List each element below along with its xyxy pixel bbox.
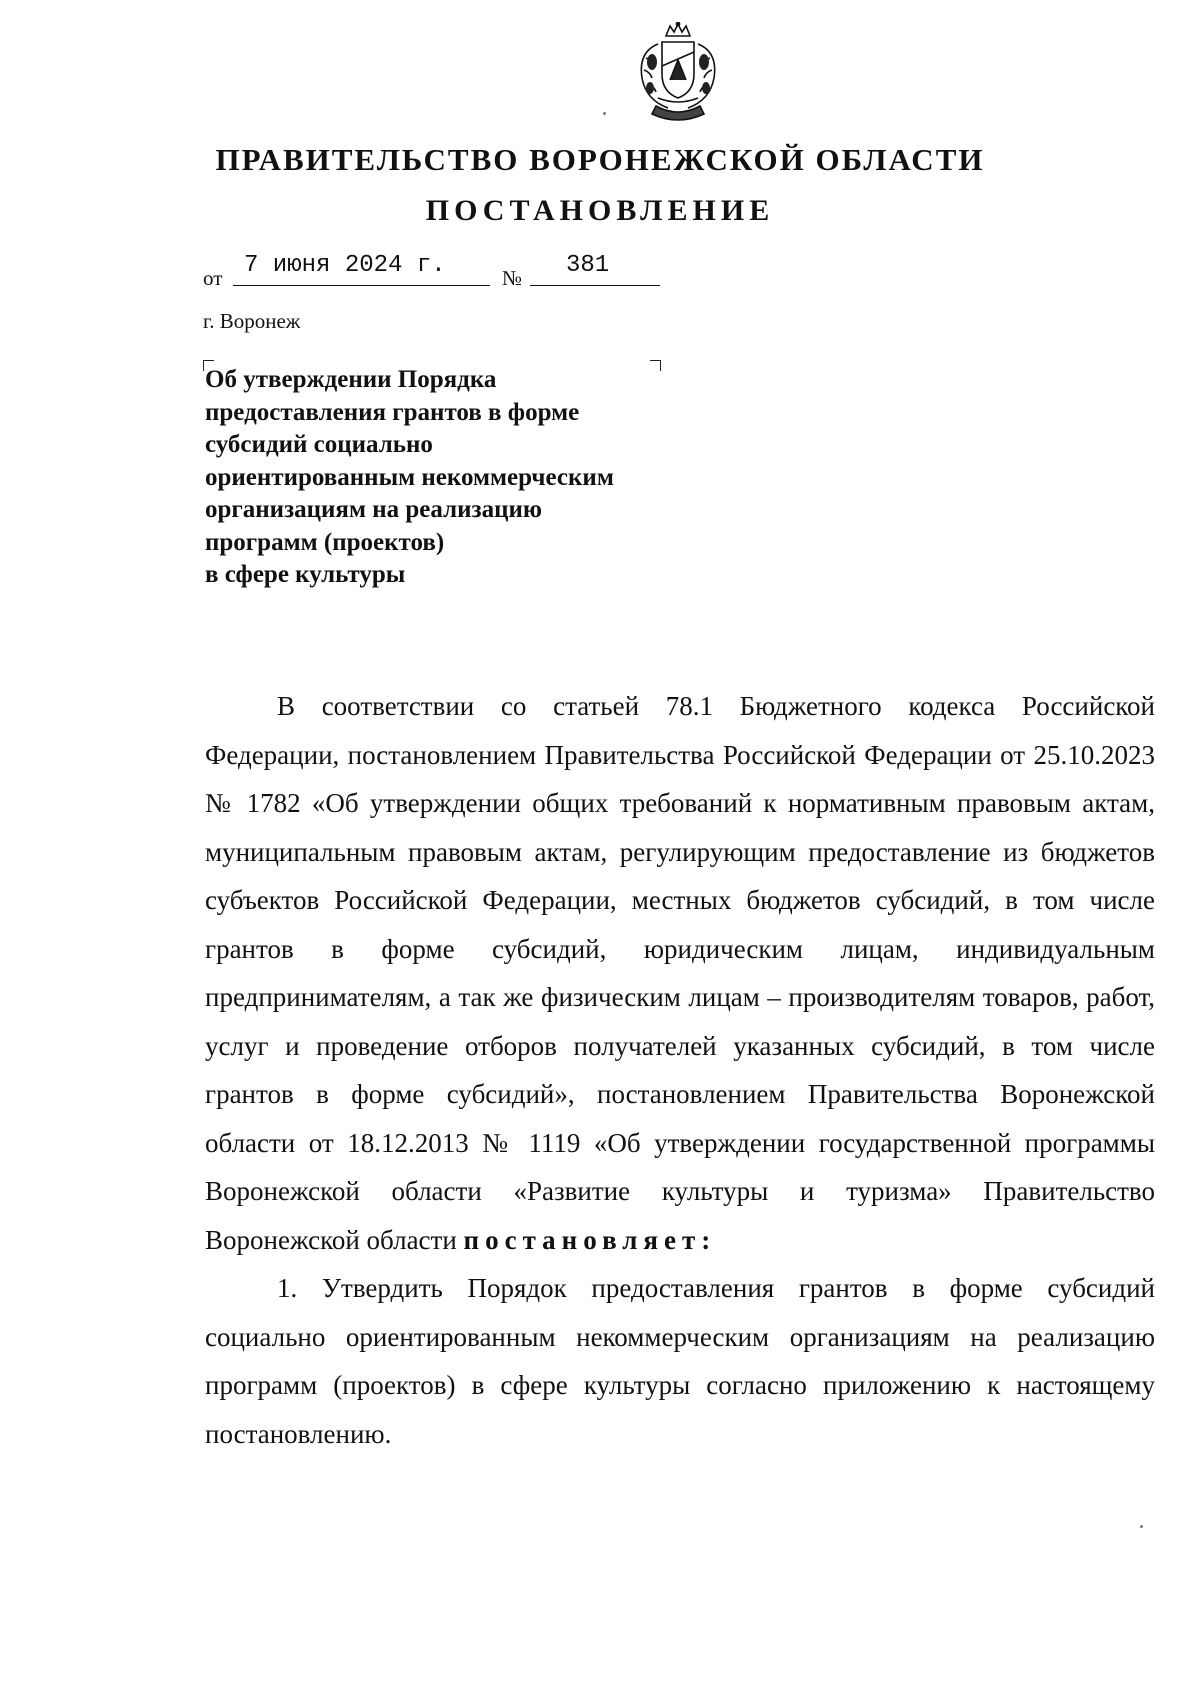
decrees-word: постановляет: (463, 1224, 717, 1255)
item-1-paragraph: 1. Утвердить Порядок предоставления грантов в форме субсидий социально ориентированным некоммерческим организациям на реализацию программ (проектов) в сфере культуры согласно приложению к настоящему постановлению. (205, 1273, 1155, 1449)
number-underline (530, 285, 660, 286)
from-label: от (203, 266, 223, 290)
document-body (205, 682, 1155, 1458)
preamble-text: В соответствии со статьей 78.1 Бюджетного кодекса Российской Федерации, постановлением Правительства Российской Федерации от 25.10.2023 № 1782 «Об утверждении общих требований к нормативным правовым актам, муниципальным правовым актам, регулирующим предоставление из бюджетов субъектов Российской Федерации, местных бюджетов субсидий, в том числе грантов в форме субсидий, юридическим лицам, индивидуальным предпринимателям, а так же физическим лицам – производителям товаров, работ, услуг и проведение отборов получателей указанных субсидий, в том числе грантов в форме субсидий», постановлением Правительства Воронежской области от 18.12.2013 № 1119 «Об утверждении государственной программы Воронежской области «Развитие культуры и туризма» Правительство Воронежской области (205, 691, 1155, 1255)
title-line: в сфере культуры (205, 561, 406, 588)
city-name: г. Воронеж (203, 309, 301, 333)
scan-speck (1140, 1525, 1143, 1528)
document-title (205, 364, 695, 592)
title-line: ориентированным некоммерческим (205, 463, 614, 491)
title-line: предоставления грантов в форме (205, 398, 580, 426)
document-date: 7 июня 2024 г. (244, 252, 446, 279)
number-label: № (502, 266, 523, 290)
date-underline (233, 285, 490, 286)
title-line: субсидий социально (205, 431, 433, 458)
government-name: ПРАВИТЕЛЬСТВО ВОРОНЕЖСКОЙ ОБЛАСТИ (215, 142, 985, 177)
document-number: 381 (566, 252, 610, 279)
title-line: программ (проектов) (205, 528, 445, 556)
scan-speck (603, 112, 606, 115)
coat-of-arms-emblem (628, 22, 728, 124)
title-line: Об утверждении Порядка (205, 366, 497, 393)
preamble-paragraph (205, 682, 1155, 1264)
title-line: организациям на реализацию (205, 496, 542, 523)
document-type: ПОСТАНОВЛЕНИЕ (425, 194, 775, 227)
